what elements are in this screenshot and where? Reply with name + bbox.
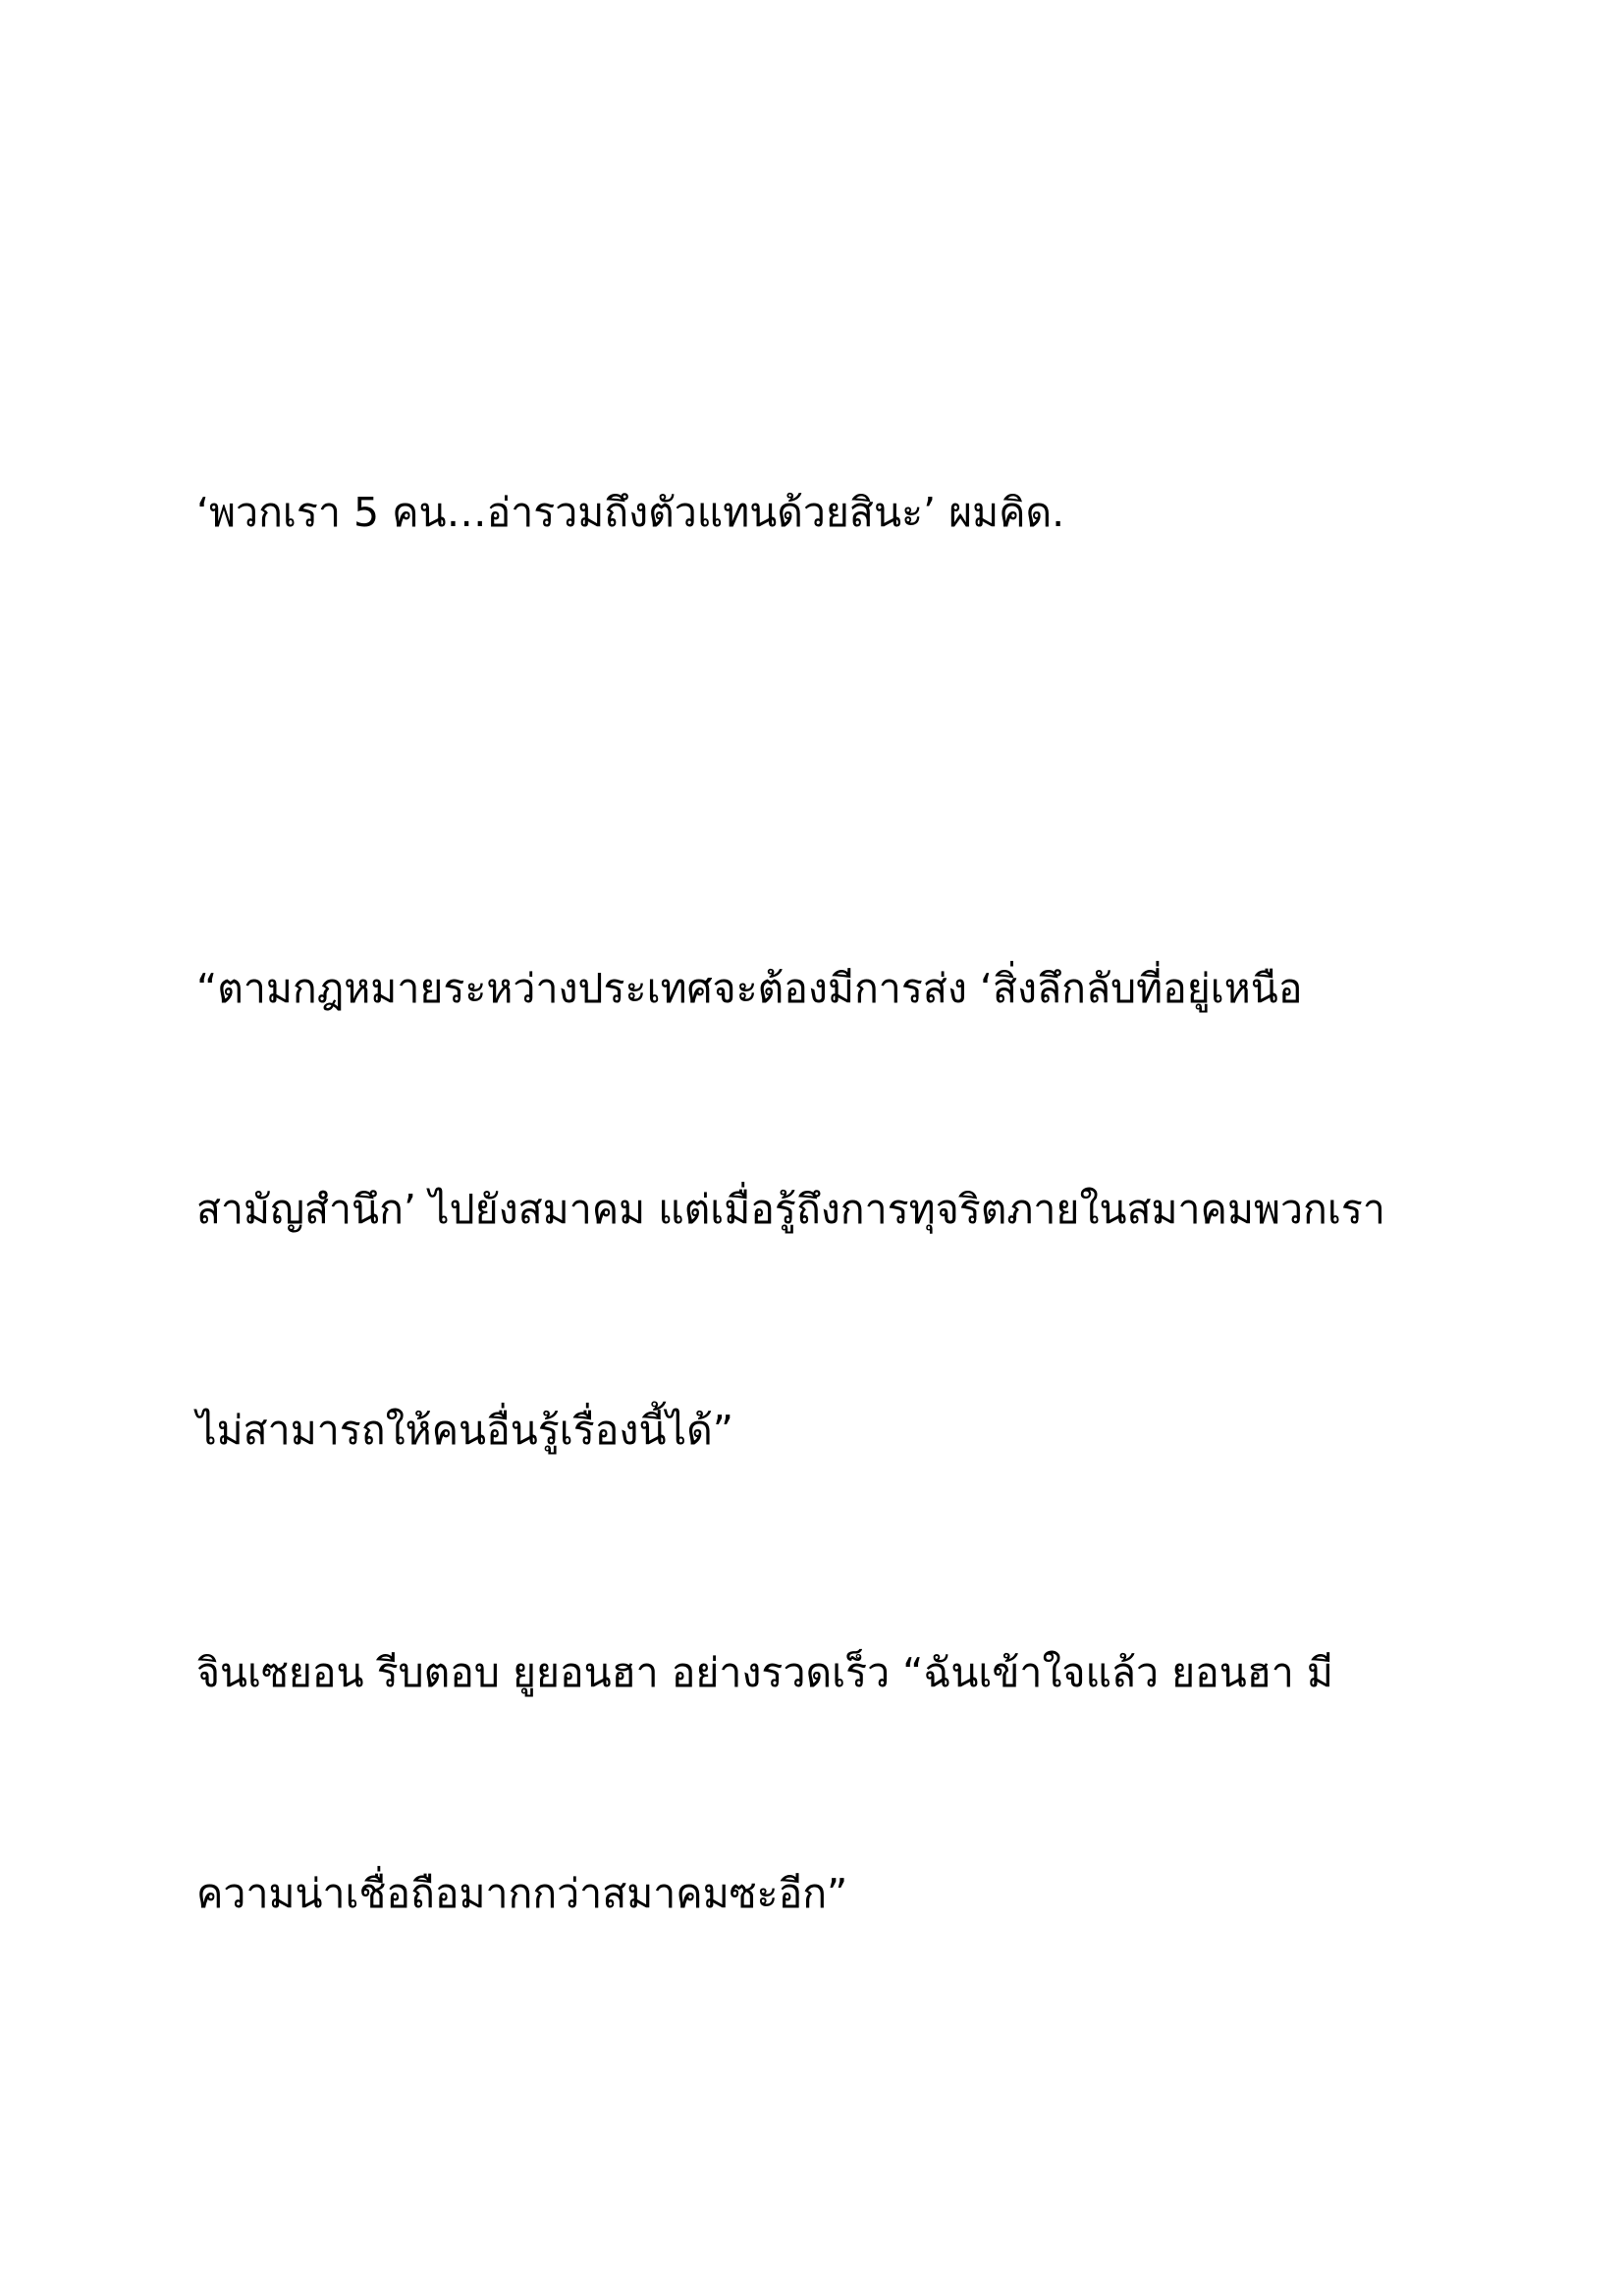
paragraph-line: ความน่าเชื่อถือมากกว่าสมาคมซะอีก” xyxy=(196,1870,848,1917)
paragraph-line: ‘พวกเรา 5 คน…อ่ารวมถึงตัวแทนด้วยสินะ’ ผมคิด. xyxy=(196,489,1065,536)
paragraph-line: จินเซยอน รีบตอบ ยูยอนฮา อย่างรวดเร็ว “ฉันเข้าใจแล้ว ยอนฮา มี xyxy=(196,1649,1333,1696)
paragraph-thought xyxy=(196,329,1502,697)
paragraph-line: สามัญสำนึก’ ไปยังสมาคม แต่เมื่อรู้ถึงการทุจริตภายในสมาคมพวกเรา xyxy=(196,1186,1385,1233)
paragraph-line: ไม่สามารถให้คนอื่นรู้เรื่องนี้ได้” xyxy=(196,1407,733,1454)
paragraph-line: “ตามกฎหมายระหว่างประเทศจะต้องมีการส่ง ‘สิ่งลึกลับที่อยู่เหนือ xyxy=(196,965,1303,1012)
paragraph-dialogue-reply xyxy=(196,1489,1502,2078)
